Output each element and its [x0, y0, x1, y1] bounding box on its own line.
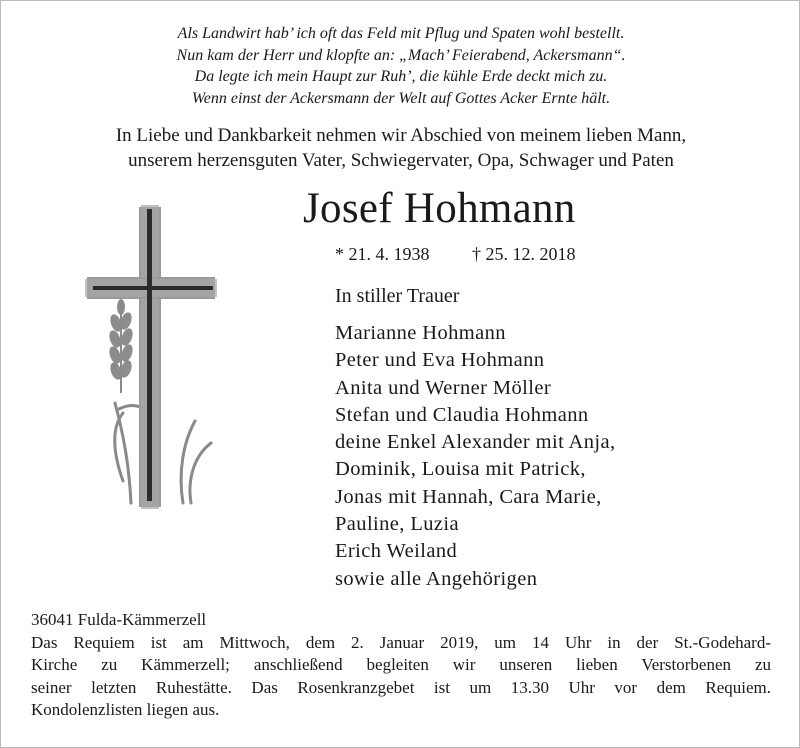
- life-dates: [335, 243, 576, 265]
- deceased-name: Josef Hohmann: [303, 185, 576, 232]
- mourners-list: [335, 320, 616, 593]
- notice-line: Kondolenzlisten liegen aus.: [31, 699, 220, 719]
- notice-line: Das Requiem ist am Mittwoch, dem 2. Januar 2019, um 14 Uhr in der St.-Godehard-: [31, 633, 771, 652]
- mourner-line: Marianne Hohmann: [335, 322, 506, 344]
- mourning-heading: In stiller Trauer: [335, 285, 460, 307]
- funeral-notice: [31, 632, 771, 721]
- mourner-line: deine Enkel Alexander mit Anja,: [335, 431, 616, 454]
- mourner-line: sowie alle Angehörigen: [335, 567, 538, 590]
- mourner-line: Anita und Werner Möller: [335, 376, 552, 399]
- death-date: † 25. 12. 2018: [472, 244, 576, 264]
- notice-line: seiner letzten Ruhestätte. Das Rosenkranzgebet ist um 13.30 Uhr vor dem Requiem.: [31, 677, 771, 697]
- notice-line: Kirche zu Kämmerzell; anschließend begleiten wir unseren lieben Verstorbenen zu: [31, 655, 771, 675]
- birth-date: * 21. 4. 1938: [335, 244, 430, 264]
- mourner-line: Pauline, Luzia: [335, 513, 460, 536]
- poem: [1, 23, 800, 109]
- poem-line: Nun kam der Herr und klopfte an: „Mach’ Feierabend, Ackersmann“.: [176, 46, 626, 64]
- mourner-line: Jonas mit Hannah, Cara Marie,: [335, 485, 602, 508]
- intro-line: In Liebe und Dankbarkeit nehmen wir Abschied von meinem lieben Mann,: [115, 125, 687, 146]
- address: 36041 Fulda-Kämmerzell: [31, 610, 207, 629]
- poem-line: Da legte ich mein Haupt zur Ruh’, die kühle Erde deckt mich zu.: [194, 68, 608, 85]
- intro-text: [1, 123, 800, 173]
- mourner-line: Stefan und Claudia Hohmann: [335, 403, 589, 426]
- poem-line: Als Landwirt hab’ ich oft das Feld mit Pflug und Spaten wohl bestellt.: [177, 25, 625, 42]
- mourner-line: Dominik, Louisa mit Patrick,: [335, 458, 586, 481]
- mourner-line: Erich Weiland: [335, 540, 458, 563]
- intro-line: unserem herzensguten Vater, Schwiegervater, Opa, Schwager und Paten: [128, 150, 674, 171]
- cross-with-wheat-icon: [83, 203, 223, 513]
- mourner-line: Peter und Eva Hohmann: [335, 349, 545, 372]
- poem-line: Wenn einst der Ackersmann der Welt auf Gottes Acker Ernte hält.: [191, 89, 611, 107]
